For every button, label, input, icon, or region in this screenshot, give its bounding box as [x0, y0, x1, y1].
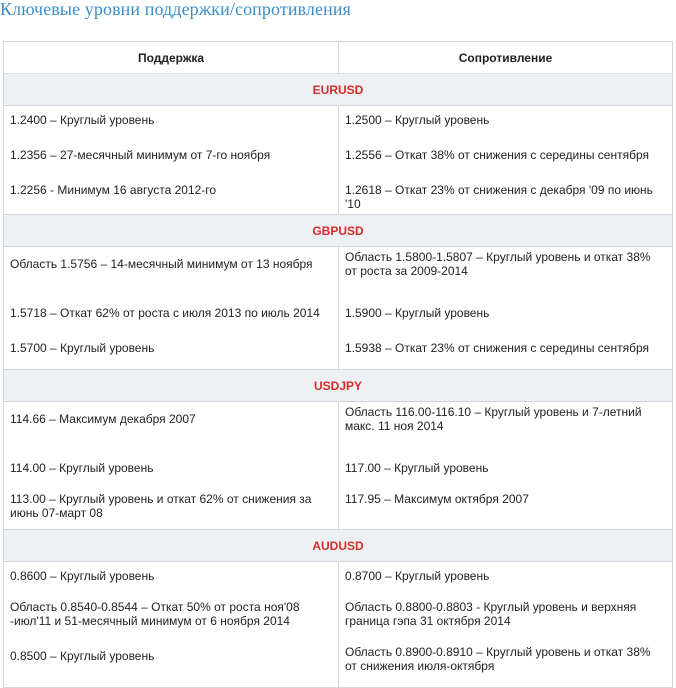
- support-level: [4, 247, 339, 300]
- support-level-value: 1.2356: [10, 148, 47, 162]
- resistance-level-value: Область 116.00-116.10: [345, 405, 472, 419]
- support-level-description: – 14-месячный минимум от 13 ноября: [97, 257, 313, 271]
- support-level-value: 1.5718: [10, 306, 47, 320]
- resistance-level-value: 1.2618: [345, 183, 382, 197]
- resistance-level: [339, 562, 673, 598]
- support-level: [4, 597, 339, 642]
- support-level: [4, 454, 339, 489]
- resistance-level: [339, 402, 673, 455]
- resistance-level-description: – Круглый уровень и откат 38% от снижения июля-октября: [345, 645, 651, 673]
- pair-label: USDJPY: [4, 370, 673, 402]
- pair-row: [4, 215, 673, 247]
- resistance-level-value: 0.8700: [345, 569, 382, 583]
- support-level-description: – Максимум декабря 2007: [45, 412, 196, 426]
- support-column-header: Поддержка: [4, 42, 339, 74]
- resistance-level-value: Область 0.8900-0.8910: [345, 645, 473, 659]
- resistance-level: [339, 454, 673, 489]
- resistance-level-value: 117.00: [345, 461, 381, 475]
- resistance-level: [339, 106, 673, 142]
- header-row: [4, 42, 673, 74]
- resistance-level-description: – Откат 23% от снижения с середины сентября: [381, 341, 650, 355]
- resistance-level-value: Область 1.5800-1.5807: [345, 250, 473, 264]
- level-row: [4, 489, 673, 530]
- support-level: [4, 489, 339, 530]
- page-title: Ключевые уровни поддержки/сопротивления: [0, 0, 351, 19]
- support-level: [4, 176, 339, 215]
- support-level: [4, 106, 339, 142]
- levels-table: [3, 41, 673, 688]
- support-level: [4, 334, 339, 370]
- resistance-level-description: – Круглый уровень: [380, 461, 489, 475]
- support-level-value: 0.8500: [10, 649, 47, 663]
- resistance-level-description: – Круглый уровень и 7-летний макс. 11 ноя 2014: [345, 405, 642, 433]
- resistance-level-description: - Круглый уровень и верхняя граница гэпа 31 октября 2014: [345, 600, 637, 628]
- support-level-value: Область 1.5756: [10, 257, 98, 271]
- resistance-level-value: 1.2500: [345, 113, 382, 127]
- support-level-description: – Круглый уровень: [45, 461, 154, 475]
- pair-row: [4, 74, 673, 106]
- level-row: [4, 299, 673, 334]
- level-row: [4, 106, 673, 142]
- resistance-level-value: 1.5900: [345, 306, 382, 320]
- support-level-value: Область 0.8540-0.8544: [10, 600, 138, 614]
- level-row: [4, 247, 673, 300]
- pair-label: EURUSD: [4, 74, 673, 106]
- pair-row: [4, 530, 673, 562]
- support-level-description: - Минимум 16 августа 2012-го: [46, 183, 217, 197]
- support-level-description: – Круглый уровень и откат 62% от снижения за июнь 07-март 08: [10, 492, 312, 520]
- resistance-level-value: 1.5938: [345, 341, 382, 355]
- level-row: [4, 141, 673, 176]
- support-level-description: – Круглый уровень: [46, 341, 155, 355]
- resistance-level-description: – Круглый уровень и откат 38% от роста за 2009-2014: [345, 250, 651, 278]
- support-level: [4, 141, 339, 176]
- resistance-level-description: – Круглый уровень: [381, 306, 490, 320]
- support-level-description: – 27-месячный минимум от 7-го ноября: [46, 148, 271, 162]
- support-level-value: 113.00: [10, 492, 46, 506]
- support-level-value: 1.5700: [10, 341, 47, 355]
- resistance-level: [339, 334, 673, 370]
- resistance-level: [339, 247, 673, 300]
- support-level: [4, 642, 339, 688]
- support-level-description: – Откат 62% от роста с июля 2013 по июль 2014: [46, 306, 320, 320]
- support-level-description: – Круглый уровень: [46, 113, 155, 127]
- support-level: [4, 402, 339, 455]
- pair-row: [4, 370, 673, 402]
- resistance-level: [339, 299, 673, 334]
- pair-label: AUDUSD: [4, 530, 673, 562]
- level-row: [4, 176, 673, 215]
- levels-body: [4, 74, 673, 688]
- support-level-description: – Откат 50% от роста ноя'08 -июл'11 и 51-месячный минимум от 6 ноября 2014: [10, 600, 300, 628]
- resistance-level-value: Область 0.8800-0.8803: [345, 600, 473, 614]
- support-level-description: – Круглый уровень: [46, 649, 155, 663]
- level-row: [4, 334, 673, 370]
- support-level-value: 0.8600: [10, 569, 47, 583]
- level-row: [4, 454, 673, 489]
- resistance-level-description: – Откат 38% от снижения с середины сентября: [381, 148, 650, 162]
- resistance-level: [339, 141, 673, 176]
- resistance-level: [339, 176, 673, 215]
- resistance-level: [339, 642, 673, 688]
- resistance-level: [339, 489, 673, 530]
- pair-label: GBPUSD: [4, 215, 673, 247]
- resistance-column-header: Сопротивление: [339, 42, 673, 74]
- level-row: [4, 402, 673, 455]
- resistance-level-value: 117.95: [345, 492, 381, 506]
- support-level-description: – Круглый уровень: [46, 569, 155, 583]
- support-level-value: 1.2256: [10, 183, 47, 197]
- resistance-level-description: – Откат 23% от снижения с декабря '09 по июнь '10: [345, 183, 653, 211]
- level-row: [4, 562, 673, 598]
- support-level: [4, 299, 339, 334]
- support-level-value: 114.00: [10, 461, 46, 475]
- support-level-value: 1.2400: [10, 113, 47, 127]
- level-row: [4, 642, 673, 688]
- support-level-value: 114.66: [10, 412, 46, 426]
- resistance-level-description: – Максимум октября 2007: [380, 492, 529, 506]
- resistance-level-value: 1.2556: [345, 148, 382, 162]
- support-level: [4, 562, 339, 598]
- resistance-level-description: – Круглый уровень: [381, 113, 490, 127]
- resistance-level-description: – Круглый уровень: [381, 569, 490, 583]
- level-row: [4, 597, 673, 642]
- resistance-level: [339, 597, 673, 642]
